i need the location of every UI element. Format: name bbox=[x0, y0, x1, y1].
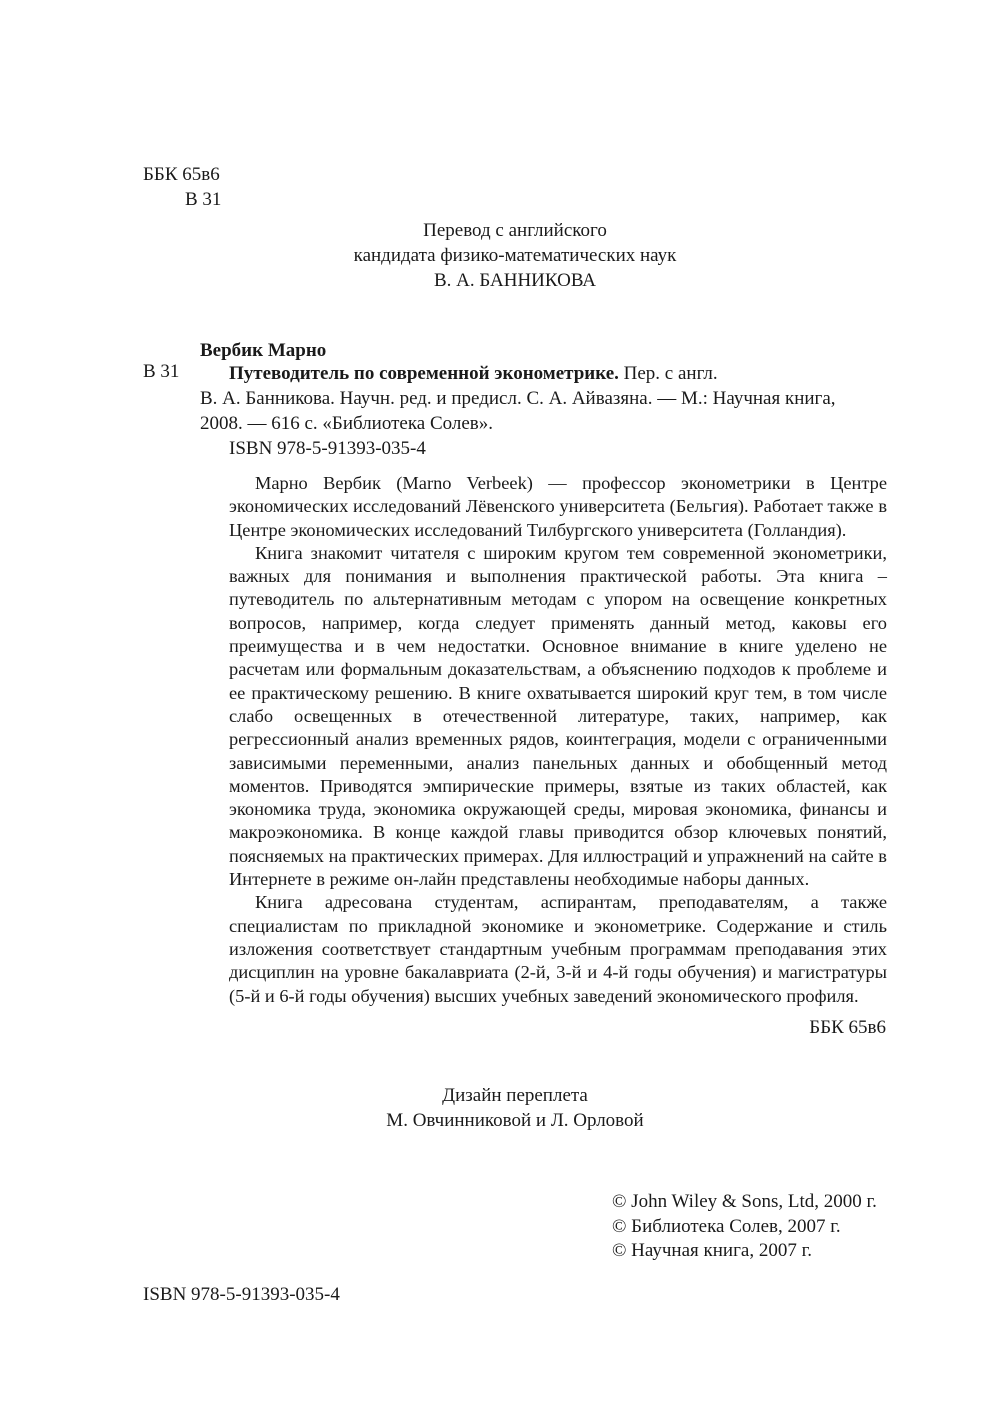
copyright-line: © John Wiley & Sons, Ltd, 2000 г. bbox=[612, 1191, 877, 1212]
copyright-line: © Научная книга, 2007 г. bbox=[612, 1240, 812, 1261]
cover-design-line-2: М. Овчинниковой и Л. Орловой bbox=[386, 1110, 644, 1131]
book-title: Путеводитель по современной эконометрике. bbox=[229, 363, 619, 384]
abstract-paragraph-1: Марно Вербик (Marno Verbeek) — профессор эконометрики в Центре экономических исследований Лёвенского университета (Бельгия). Работает также в Центре экономических исследований Тилбургского университета (Голландия). bbox=[229, 473, 887, 540]
isbn-bottom: ISBN 978-5-91393-035-4 bbox=[143, 1284, 340, 1305]
author-sign-left: В 31 bbox=[143, 361, 180, 382]
author-heading: Вербик Марно bbox=[200, 340, 327, 361]
bbk-code-bottom: ББК 65в6 bbox=[809, 1017, 886, 1038]
cover-design-credit bbox=[0, 1083, 1005, 1133]
bbk-code: ББК 65в6 bbox=[143, 164, 220, 185]
copyright-line: © Библиотека Солев, 2007 г. bbox=[612, 1215, 841, 1237]
classification-block bbox=[143, 162, 221, 212]
bib-isbn: ISBN 978-5-91393-035-4 bbox=[229, 438, 426, 459]
abstract-paragraph-2: Книга знакомит читателя с широким кругом тем современной эконометрики, важных для понимания и выполнения практической работы. Эта книга – путеводитель по альтернативным методам с упором на освещение конкретных вопросов, например, когда следует применять данный метод, каковы его преимущества и в чем недостатки. Основное внимание в книге уделено не расчетам или формальным доказательствам, а объяснению подходов к проблеме и ее практическому решению. В книге охватывается широкий круг тем, в том числе слабо освещенных в отечественной литературе, таких, например, как регрессионный анализ временных рядов, коинтеграция, модели с ограниченными зависимыми переменными, анализ панельных данных и обобщенный метод моментов. Приводятся эмпирические примеры, взятые из таких областей, как экономика труда, экономика окружающей среды, мировая экономика, финансы и макроэкономика. В конце каждой главы приводится обзор ключевых понятий, поясняемых на практических примерах. Для иллюстраций и упражнений на сайте в Интернете в режиме он-лайн представлены необходимые наборы данных. bbox=[229, 542, 887, 890]
author-sign: В 31 bbox=[185, 189, 222, 210]
translation-line-1: Перевод с английского bbox=[423, 220, 607, 241]
bibliographic-description bbox=[200, 361, 887, 461]
translation-line-2: кандидата физико-математических наук bbox=[353, 245, 677, 266]
copyright-block bbox=[612, 1190, 877, 1264]
bib-title-line bbox=[229, 361, 887, 386]
bib-details-start: Пер. с англ. bbox=[623, 363, 718, 384]
translator-name: В. А. БАННИКОВА bbox=[433, 270, 597, 291]
cover-design-line-1: Дизайн переплета bbox=[442, 1085, 588, 1106]
abstract-paragraph-3: Книга адресована студентам, аспирантам, преподавателям, а также специалистам по прикладной экономике и эконометрике. Содержание и стиль изложения соответствует стандартным учебным программам преподавания этих дисциплин на уровне бакалавриата (2-й, 3-й и 4-й годы обучения) и магистратуры (5-й и 6-й годы обучения) высших учебных заведений экономического профиля. bbox=[229, 892, 887, 1006]
translation-credit bbox=[0, 218, 1005, 293]
abstract bbox=[229, 472, 887, 1008]
bib-line-3: 2008. — 616 с. «Библиотека Солев». bbox=[200, 413, 494, 434]
bib-line-2: В. А. Банникова. Научн. ред. и предисл. С. А. Айвазяна. — М.: Научная книга, bbox=[200, 388, 836, 409]
